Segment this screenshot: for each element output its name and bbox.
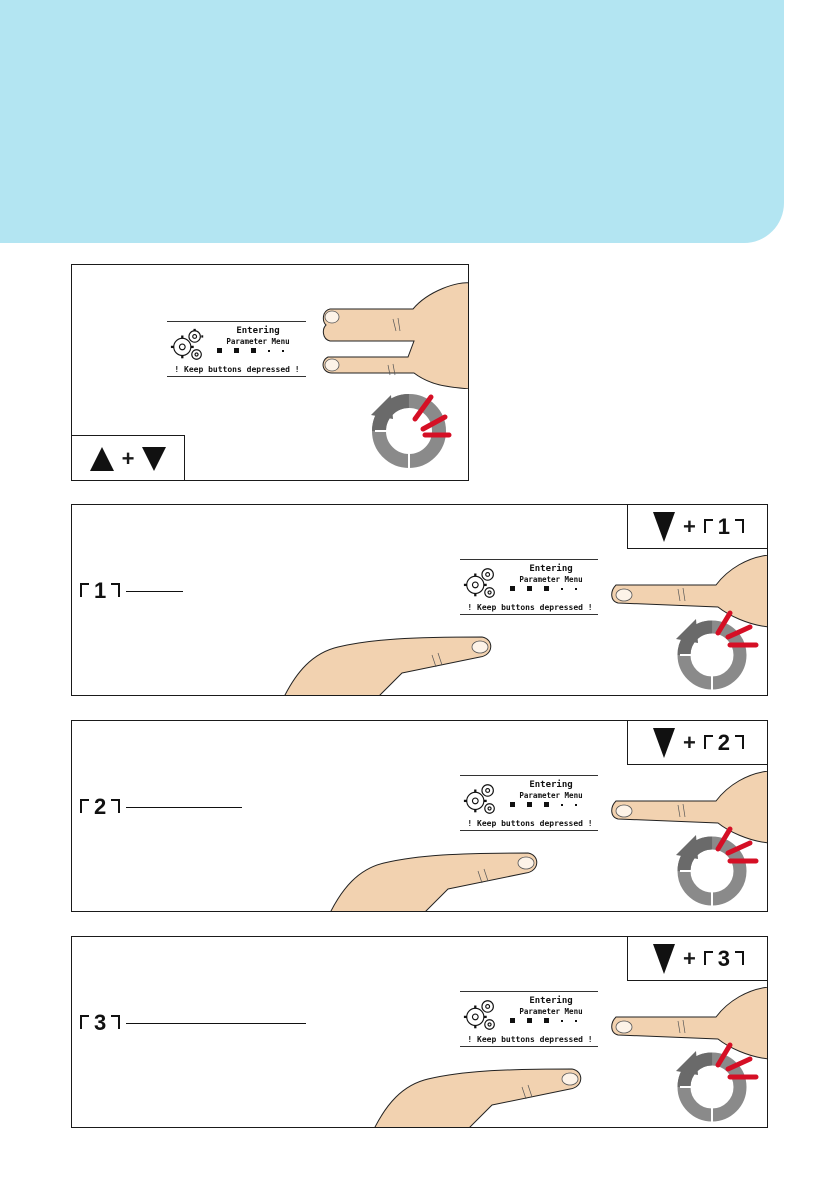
step-label <box>80 578 183 604</box>
lcd-subtitle: Parameter Menu <box>519 791 583 800</box>
leader-line <box>126 1023 306 1024</box>
lcd-progress <box>510 800 590 808</box>
lcd-warning: ! Keep buttons depressed ! <box>467 603 593 612</box>
down-arrow-icon <box>653 728 675 758</box>
gear-icon <box>462 564 500 602</box>
panel-enter-menu <box>71 264 469 481</box>
down-arrow-icon <box>653 944 675 974</box>
pointing-hand-up <box>372 1065 582 1128</box>
combo-plus: + <box>682 729 696 755</box>
combo-down-3 <box>627 936 768 981</box>
lcd-warning: ! Keep buttons depressed ! <box>467 1035 593 1044</box>
lcd-title: Entering <box>529 564 573 574</box>
gear-icon <box>462 996 500 1034</box>
gear-icon <box>462 780 500 818</box>
combo-up-down <box>71 435 185 481</box>
panel-step-1 <box>71 504 768 696</box>
lcd-progress <box>217 346 297 354</box>
panel-step-3 <box>71 936 768 1128</box>
two-fingers-hand <box>318 281 469 389</box>
lcd-subtitle: Parameter Menu <box>226 337 290 346</box>
step-number: 2 <box>80 794 120 820</box>
step-label <box>80 794 242 820</box>
header-band <box>0 0 784 243</box>
hold-timer-icon <box>672 1041 762 1125</box>
leader-line <box>126 591 183 592</box>
lcd-title: Entering <box>529 780 573 790</box>
step-label <box>80 1010 306 1036</box>
up-arrow-icon <box>90 447 114 471</box>
combo-plus: + <box>682 945 696 971</box>
button-number-label: 1 <box>704 514 744 540</box>
combo-plus: + <box>121 445 135 471</box>
step-number: 1 <box>80 578 120 604</box>
lcd-display <box>460 775 598 831</box>
lcd-warning: ! Keep buttons depressed ! <box>467 819 593 828</box>
step-number: 3 <box>80 1010 120 1036</box>
hold-timer-icon <box>672 609 762 693</box>
pointing-hand-up <box>328 849 538 912</box>
leader-line <box>126 807 242 808</box>
lcd-progress <box>510 584 590 592</box>
combo-down-2 <box>627 720 768 765</box>
panel-step-2 <box>71 720 768 912</box>
combo-down-1 <box>627 504 768 549</box>
combo-plus: + <box>682 513 696 539</box>
lcd-subtitle: Parameter Menu <box>519 575 583 584</box>
lcd-title: Entering <box>529 996 573 1006</box>
gear-icon <box>169 326 207 364</box>
lcd-title: Entering <box>236 326 280 336</box>
lcd-subtitle: Parameter Menu <box>519 1007 583 1016</box>
hold-timer-icon <box>369 389 453 473</box>
lcd-display <box>460 991 598 1047</box>
down-arrow-icon <box>653 512 675 542</box>
pointing-hand-up <box>282 633 492 696</box>
lcd-warning: ! Keep buttons depressed ! <box>174 365 300 374</box>
lcd-display <box>460 559 598 615</box>
hold-timer-icon <box>672 825 762 909</box>
button-number-label: 2 <box>704 730 744 756</box>
button-number-label: 3 <box>704 946 744 972</box>
down-arrow-icon <box>142 447 166 471</box>
lcd-display <box>167 321 306 377</box>
lcd-progress <box>510 1016 590 1024</box>
